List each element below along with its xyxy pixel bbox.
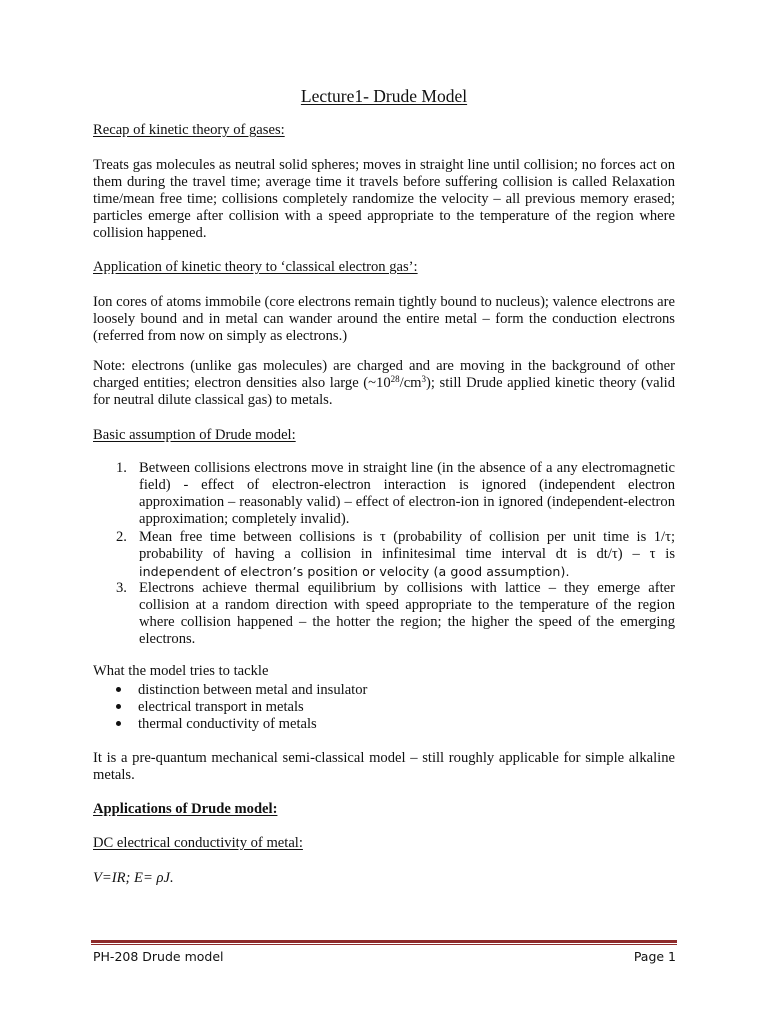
assumption-item-2 <box>116 529 675 580</box>
tackle-intro: What the model tries to tackle <box>93 663 269 679</box>
footer-rule <box>91 940 677 943</box>
applications-heading: Applications of Drude model: <box>93 801 278 817</box>
note-paragraph <box>93 358 675 409</box>
assumption-text-2: Mean free time between collisions is τ (probability of collision per unit time is 1/τ; probability of having a collision in infinitesimal time interval dt is dt/τ) – τ is <box>139 529 675 562</box>
recap-heading: Recap of kinetic theory of gases: <box>93 122 285 138</box>
tackle-item-3 <box>138 716 638 733</box>
ohms-law-equation: V=IR; E= ρJ. <box>93 870 174 886</box>
note-exponent-1: 28 <box>390 374 400 384</box>
application-paragraph: Ion cores of atoms immobile (core electrons remain tightly bound to nucleus); valence electrons are loosely bound and in metal can wander around the entire metal – form the conduction electrons (referred from now on simply as electrons.) <box>93 294 675 344</box>
assumption-text-2-tail: independent of electron’s position or velocity (a good assumption). <box>139 564 570 579</box>
tackle-item-2 <box>138 699 638 716</box>
bullet-icon <box>116 687 121 692</box>
tackle-item-text-3: thermal conductivity of metals <box>138 716 317 732</box>
assumption-item-3 <box>116 580 675 648</box>
bullet-icon <box>116 721 121 726</box>
assumption-number-3: 3. <box>116 580 127 596</box>
note-text-2: /cm <box>399 375 422 391</box>
assumption-number-2: 2. <box>116 529 127 545</box>
assumption-text-3: Electrons achieve thermal equilibrium by collisions with lattice – they emerge after collision at a random direction with speed appropriate to the temperature of the region where collision happened – the hotter the region; the higher the speed of the emerging electrons. <box>139 580 675 647</box>
application-heading-text: Application of kinetic theory to ‘classical electron gas’: <box>93 259 418 275</box>
tackle-item-text-2: electrical transport in metals <box>138 699 304 715</box>
assumption-item-1 <box>116 460 675 528</box>
footer-course-label: PH-208 Drude model <box>93 949 224 964</box>
tackle-item-1 <box>138 682 638 699</box>
note-exponent-2: 3 <box>421 374 427 384</box>
dc-conductivity-heading: DC electrical conductivity of metal: <box>93 835 303 851</box>
assumption-text-1: Between collisions electrons move in straight line (in the absence of a any electromagnetic field) - effect of electron-electron interaction is ignored (independent electron approximation – reasonably valid) – effect of electron-ion in ignored (independent-electron approximation; completely invalid). <box>139 460 675 527</box>
assumption-number-1: 1. <box>116 460 127 476</box>
footer-page-number: Page 1 <box>633 949 676 964</box>
tackle-item-text-1: distinction between metal and insulator <box>138 682 368 698</box>
note-text-1: Note: electrons (unlike gas molecules) are charged and are moving in the background of other charged entities; electron densities also large (~10 <box>93 358 675 391</box>
prequantum-paragraph: It is a pre-quantum mechanical semi-classical model – still roughly applicable for simple alkaline metals. <box>93 750 675 783</box>
page-title: Lecture1- Drude Model <box>300 86 468 106</box>
note-text-3: ); still Drude applied kinetic theory (valid for neutral dilute classical gas) to metals. <box>93 375 675 408</box>
application-heading <box>93 259 675 276</box>
footer-rule-thin <box>91 944 677 945</box>
bullet-icon <box>116 704 121 709</box>
recap-paragraph: Treats gas molecules as neutral solid spheres; moves in straight line until collision; no forces act on them during the travel time; average time it travels before suffering collision is called Relaxation time/mean free time; collisions completely randomize the velocity – all previous memory erased; particles emerge after collision with a speed appropriate to the temperature of the region where collision happened. <box>93 157 675 241</box>
assumption-heading: Basic assumption of Drude model: <box>93 427 296 443</box>
